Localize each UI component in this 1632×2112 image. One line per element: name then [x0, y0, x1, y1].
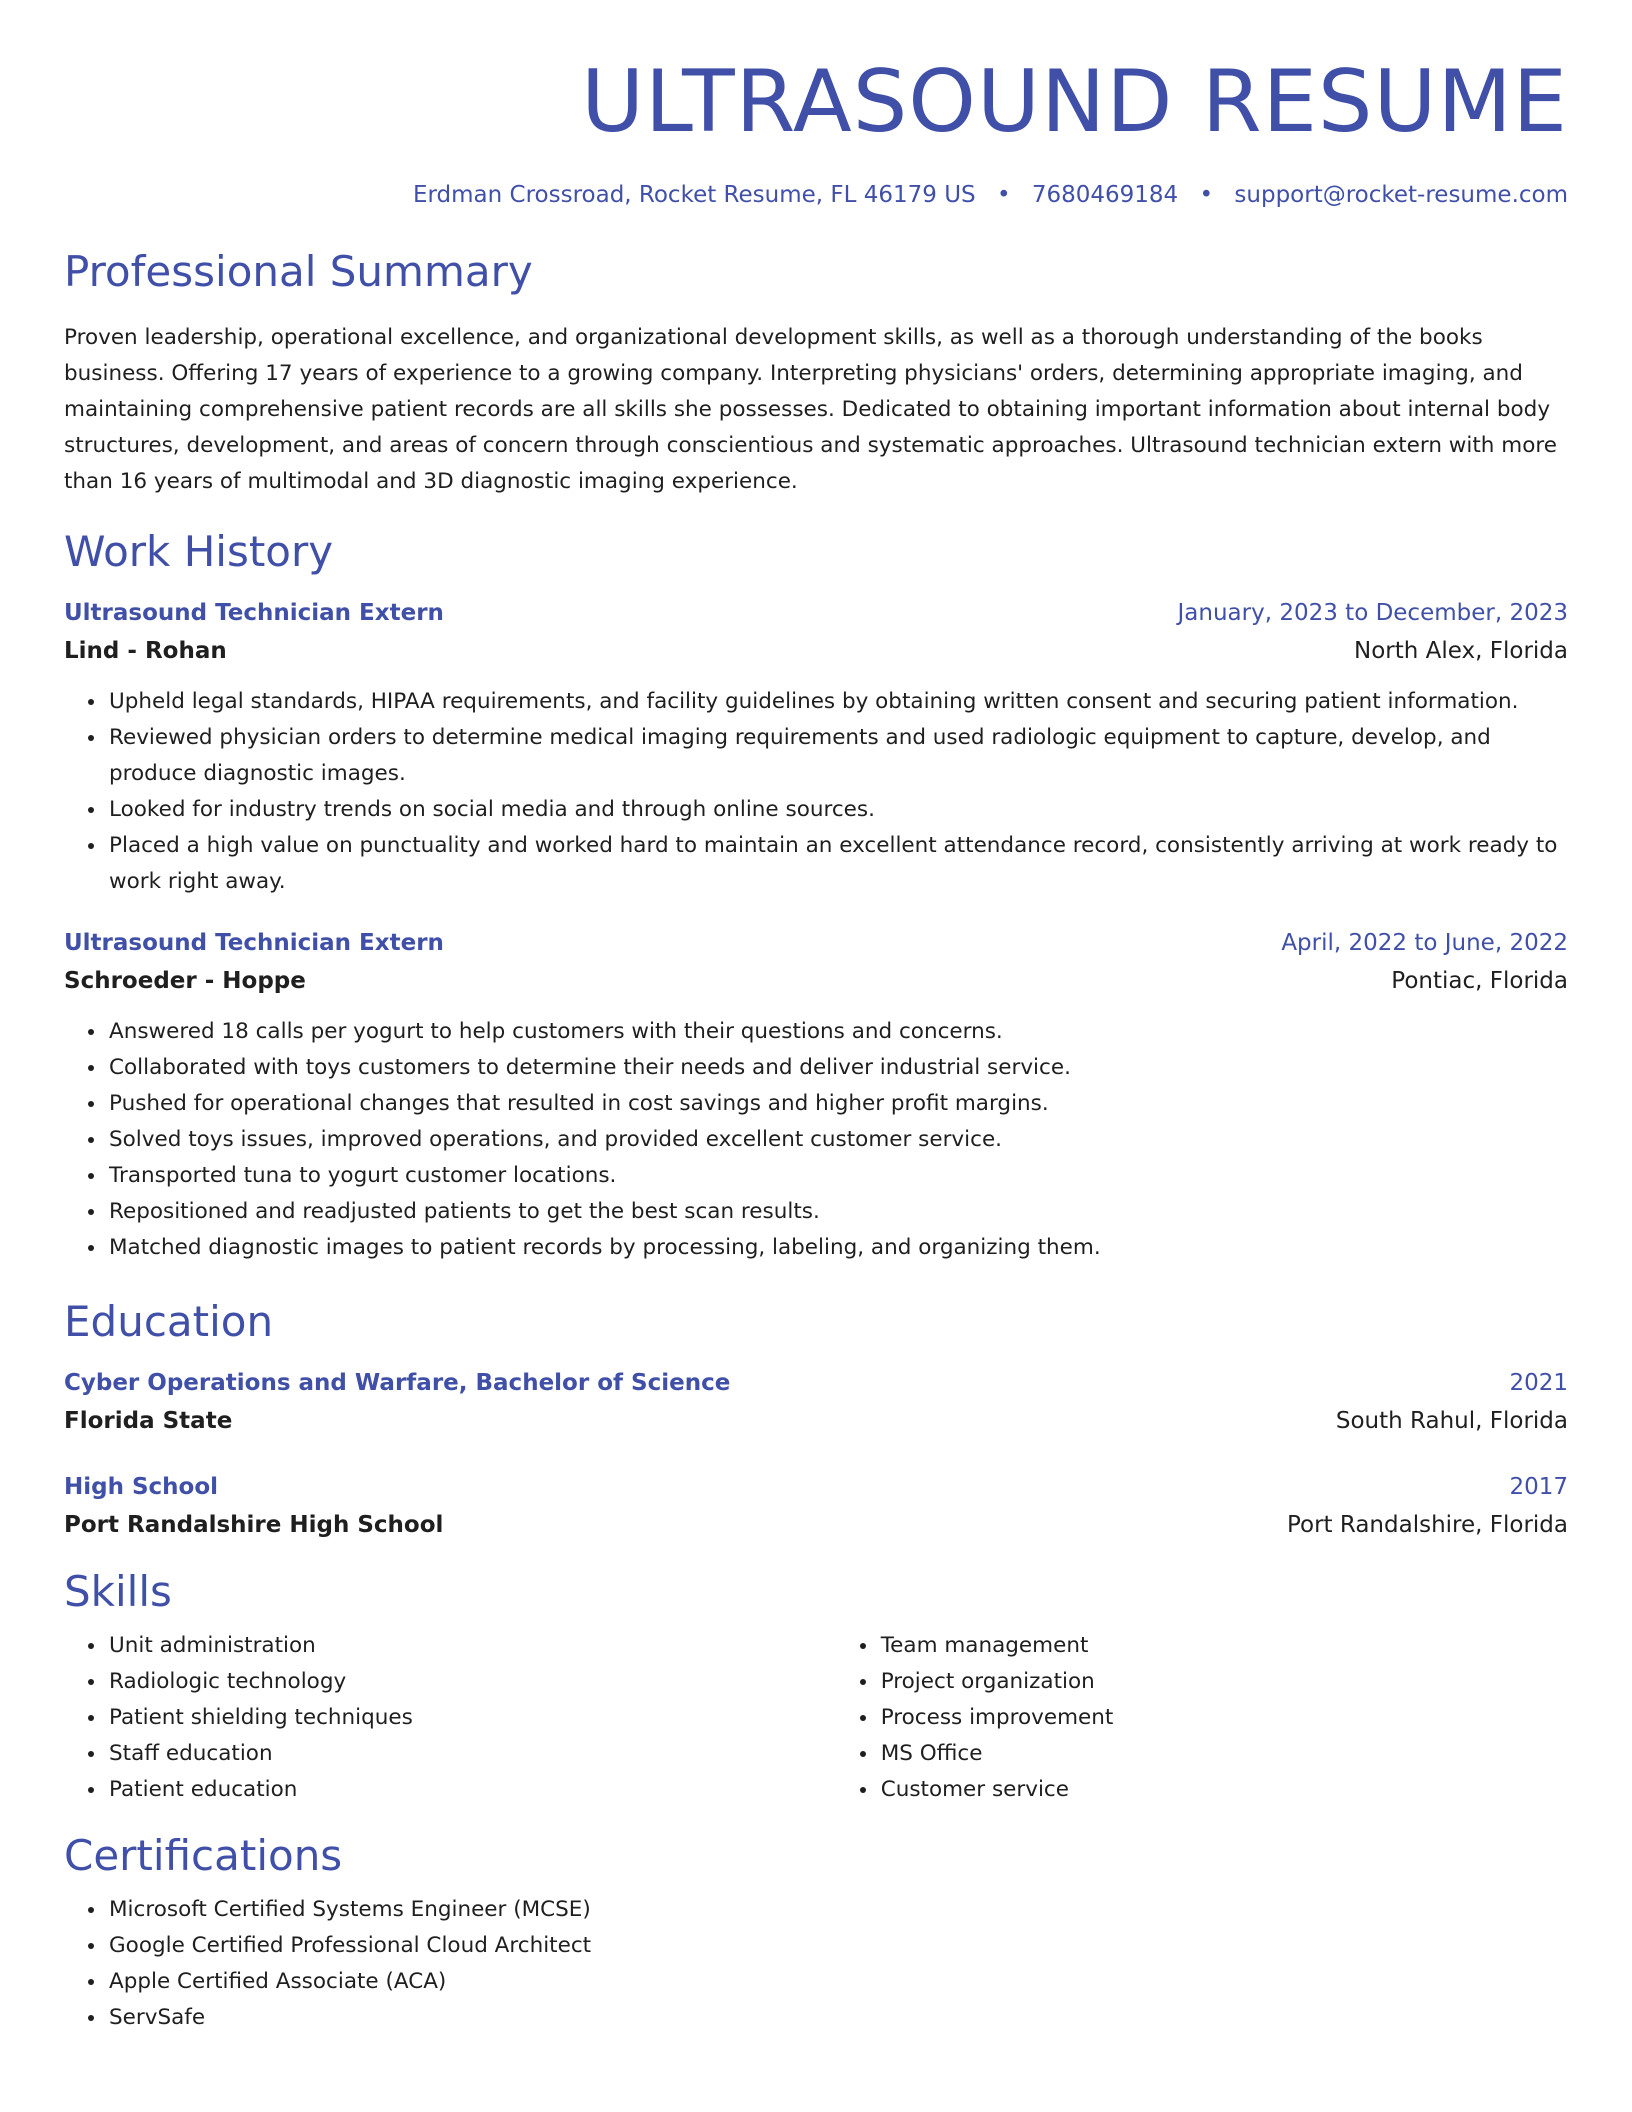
education-year: 2017 — [1509, 1474, 1568, 1500]
list-item: • Team management — [879, 1628, 1568, 1664]
resume-header — [64, 0, 1568, 210]
list-item: • Google Certified Professional Cloud Architect — [107, 1928, 1568, 1964]
list-item: • MS Office — [879, 1736, 1568, 1772]
job-header-row — [64, 594, 1568, 632]
education-section — [64, 1296, 1568, 1544]
list-item: • Pushed for operational changes that resulted in cost savings and higher profit margins. — [107, 1086, 1568, 1122]
education-school-row — [64, 1402, 1568, 1440]
list-item: • Looked for industry trends on social media and through online sources. — [107, 792, 1568, 828]
summary-section — [64, 246, 1568, 500]
list-item: • Matched diagnostic images to patient records by processing, labeling, and organizing them. — [107, 1230, 1568, 1266]
list-item: • Reviewed physician orders to determine medical imaging requirements and used radiologic equipment to capture, develop, and produce diagnostic images. — [107, 720, 1568, 792]
skills-list-left — [64, 1628, 836, 1808]
contact-address: Erdman Crossroad, Rocket Resume, FL 46179 US — [412, 182, 976, 208]
skills-columns — [64, 1628, 1568, 1808]
education-degree: Cyber Operations and Warfare, Bachelor of Science — [64, 1370, 731, 1396]
list-item: • Customer service — [879, 1772, 1568, 1808]
contact-separator: • — [996, 182, 1011, 208]
list-item: • Microsoft Certified Systems Engineer (MCSE) — [107, 1892, 1568, 1928]
list-item: • Process improvement — [879, 1700, 1568, 1736]
job-location: Pontiac, Florida — [1391, 968, 1568, 994]
list-item: • Repositioned and readjusted patients to get the best scan results. — [107, 1194, 1568, 1230]
education-degree: High School — [64, 1474, 219, 1500]
section-title-certifications: Certifications — [64, 1831, 343, 1880]
education-school-row — [64, 1506, 1568, 1544]
summary-text: Proven leadership, operational excellence, and organizational development skills, as well as a thorough understanding of the books business. Offering 17 years of experience to a growing company. Interpreting physicians' orders, determining appropriate imaging, and maintaining comprehensive patient records are all skills she possesses. Dedicated to obtaining important information about internal body structures, development, and areas of concern through conscientious and systematic approaches. Ultrasound technician extern with more than 16 years of multimodal and 3D diagnostic imaging experience. — [64, 325, 1557, 494]
section-title-skills: Skills — [64, 1567, 172, 1616]
contact-email: support@rocket-resume.com — [1234, 182, 1568, 208]
skills-list-right — [836, 1628, 1568, 1808]
list-item: • Placed a high value on punctuality and worked hard to maintain an excellent attendance record, consistently arriving at work ready to work right away. — [107, 828, 1568, 900]
list-item: • ServSafe — [107, 2000, 1568, 2036]
education-school: Port Randalshire High School — [64, 1512, 444, 1538]
job-header-row — [64, 924, 1568, 962]
job-location: North Alex, Florida — [1354, 638, 1568, 664]
contact-separator: • — [1199, 182, 1214, 208]
section-title-work: Work History — [64, 527, 334, 576]
job-company: Lind - Rohan — [64, 638, 227, 664]
education-year: 2021 — [1509, 1370, 1568, 1396]
job-entry — [64, 924, 1568, 1266]
certifications-list — [64, 1892, 1568, 2036]
job-company: Schroeder - Hoppe — [64, 968, 306, 994]
job-dates: January, 2023 to December, 2023 — [1177, 600, 1568, 626]
job-bullets — [64, 684, 1568, 900]
education-header-row — [64, 1364, 1568, 1402]
education-entry — [64, 1364, 1568, 1440]
job-company-row — [64, 632, 1568, 670]
list-item: • Collaborated with toys customers to determine their needs and deliver industrial service. — [107, 1050, 1568, 1086]
list-item: • Project organization — [879, 1664, 1568, 1700]
job-entry — [64, 594, 1568, 900]
job-bullets — [64, 1014, 1568, 1266]
section-title-summary: Professional Summary — [64, 247, 533, 296]
list-item: • Staff education — [107, 1736, 836, 1772]
list-item: • Transported tuna to yogurt customer locations. — [107, 1158, 1568, 1194]
education-entry — [64, 1468, 1568, 1544]
list-item: • Radiologic technology — [107, 1664, 836, 1700]
education-header-row — [64, 1468, 1568, 1506]
job-role: Ultrasound Technician Extern — [64, 930, 444, 956]
job-company-row — [64, 962, 1568, 1000]
job-role: Ultrasound Technician Extern — [64, 600, 444, 626]
list-item: • Unit administration — [107, 1628, 836, 1664]
skills-section — [64, 1566, 1568, 1808]
certifications-section — [64, 1830, 1568, 2036]
education-location: South Rahul, Florida — [1335, 1408, 1568, 1434]
list-item: • Upheld legal standards, HIPAA requirements, and facility guidelines by obtaining written consent and securing patient information. — [107, 684, 1568, 720]
education-location: Port Randalshire, Florida — [1286, 1512, 1568, 1538]
list-item: • Answered 18 calls per yogurt to help customers with their questions and concerns. — [107, 1014, 1568, 1050]
list-item: • Patient shielding techniques — [107, 1700, 836, 1736]
section-title-education: Education — [64, 1297, 274, 1346]
contact-line — [64, 180, 1568, 210]
contact-phone: 7680469184 — [1031, 182, 1179, 208]
list-item: • Apple Certified Associate (ACA) — [107, 1964, 1568, 2000]
education-school: Florida State — [64, 1408, 233, 1434]
list-item: • Patient education — [107, 1772, 836, 1808]
list-item: • Solved toys issues, improved operations, and provided excellent customer service. — [107, 1122, 1568, 1158]
job-dates: April, 2022 to June, 2022 — [1281, 930, 1568, 956]
work-section — [64, 526, 1568, 1266]
resume-title: ULTRASOUND RESUME — [581, 52, 1568, 152]
